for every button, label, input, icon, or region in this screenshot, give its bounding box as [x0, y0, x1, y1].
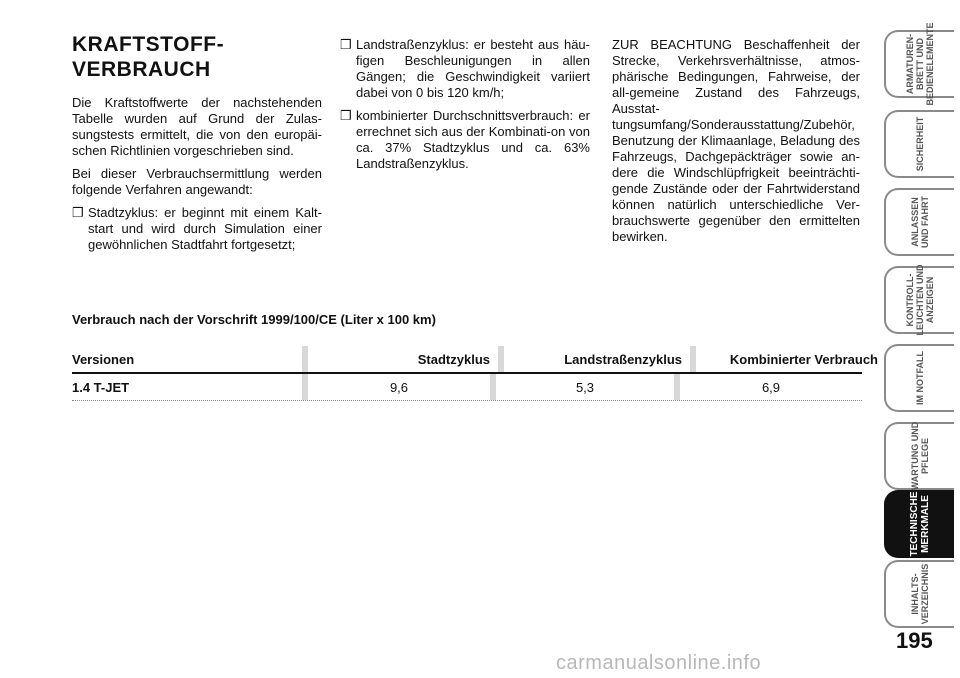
checkbox-bullet-icon: ❒: [340, 37, 352, 52]
cell-kombiniert: [674, 374, 862, 400]
cell-kombiniert-value: 6,9: [761, 379, 781, 395]
page-title-line2: VERBRAUCH: [72, 58, 211, 81]
cell-stadtzyklus: [302, 374, 490, 400]
tab-anlassen[interactable]: [884, 188, 954, 256]
tab-label: KONTROLL- LEUCHTEN UND ANZEIGEN: [905, 264, 935, 336]
bullet-text: Stadtzyklus: er beginnt mit einem Kalt-start und wird durch Simulation einer gewöhnlichen Stadtfahrt fortgesetzt;: [88, 205, 322, 252]
table-title: Verbrauch nach der Vorschrift 1999/100/CE (Liter x 100 km): [72, 312, 436, 327]
text-column-2: [340, 37, 590, 179]
tab-kontrollleuchten[interactable]: [884, 266, 954, 334]
tab-label: SICHERHEIT: [915, 116, 925, 172]
table-row: [72, 374, 862, 401]
page-number: 195: [896, 628, 933, 653]
header-versionen: Versionen: [72, 351, 135, 367]
watermark: carmanualsonline.info: [556, 652, 762, 674]
cell-stadtzyklus-value: 9,6: [389, 379, 409, 395]
tab-inhaltsverzeichnis[interactable]: [884, 560, 954, 628]
bullet-text: kombinierter Durchschnittsverbrauch: er errechnet sich aus der Kombinati-on von ca. 37% Stadtzyklus und ca. 63% Landstraßenzyklus.: [356, 108, 590, 171]
bullet-item-landstrasse: [340, 37, 590, 101]
tab-label: IM NOTFALL: [915, 351, 925, 405]
checkbox-bullet-icon: ❒: [72, 205, 84, 220]
header-kombiniert-text: Kombinierter Verbrauch: [729, 351, 878, 367]
bullet-item-kombiniert: [340, 108, 590, 172]
tab-label: WARTUNG UND PFLEGE: [910, 421, 930, 491]
cell-landstrasse: [490, 374, 674, 400]
header-stadtzyklus: [302, 346, 498, 372]
tab-sicherheit[interactable]: [884, 110, 954, 178]
cell-landstrasse-value: 5,3: [575, 379, 595, 395]
header-stadtzyklus-text: Stadtzyklus: [417, 351, 490, 367]
intro-paragraph: Die Kraftstoffwerte der nachstehenden Tabelle wurden auf Grund der Zulas-sungstests ermittelt, die von den europäi-schen Richtlinien vorgeschrieben sind.: [72, 95, 322, 158]
tab-wartung[interactable]: [884, 422, 954, 490]
cell-version: 1.4 T-JET: [72, 379, 130, 395]
text-column-3: [612, 37, 860, 252]
header-landstrasse-text: Landstraßenzyklus: [564, 351, 682, 367]
page-title-line1: KRAFTSTOFF-: [72, 33, 225, 56]
tab-label: ANLASSEN UND FAHRT: [910, 196, 930, 248]
page-title: [72, 32, 224, 82]
tab-im-notfall[interactable]: [884, 344, 954, 412]
header-landstrasse: [498, 346, 690, 372]
tab-technische-merkmale[interactable]: [884, 490, 954, 558]
bullet-text: Landstraßenzyklus: er besteht aus häu-figen Beschleunigungen in allen Gängen; die Geschwindigkeit variiert dabei von 0 bis 120 km/h;: [356, 37, 590, 100]
checkbox-bullet-icon: ❒: [340, 108, 352, 123]
tab-label: INHALTS- VERZEICHNIS: [910, 563, 930, 625]
method-paragraph: Bei dieser Verbrauchsermittlung werden folgende Verfahren angewandt:: [72, 166, 322, 197]
tab-label: ARMATUREN- BRETT UND BEDIENELEMENTE: [905, 22, 935, 106]
consumption-table: [72, 346, 878, 401]
table-header-row: [72, 346, 878, 374]
note-paragraph: ZUR BEACHTUNG Beschaffenheit der Strecke, Verkehrsverhältnisse, atmos-phärische Bedingungen, Fahrweise, der all-gemeine Zustand des Fahrzeugs, Ausstat-tungsumfang/Sonderausstattung/Zubehör, Benutzung der Klimaanlage, Beladung des Fahrzeugs, Dachgepäckträger sowie an-dere die Windschlüpfrigkeit beeinträchti-gende Zustände oder der Fahrtwiderstand können natürlich unterschiedliche Ver-brauchswerte gegenüber den ermittelten bewirken.: [612, 37, 860, 244]
bullet-item-stadtzyklus: [72, 205, 322, 253]
tab-armaturenbrett[interactable]: [884, 22, 954, 106]
tab-label: TECHNISCHE MERKMALE: [909, 491, 931, 557]
text-column-1: [72, 95, 322, 260]
header-kombiniert: [690, 346, 878, 372]
